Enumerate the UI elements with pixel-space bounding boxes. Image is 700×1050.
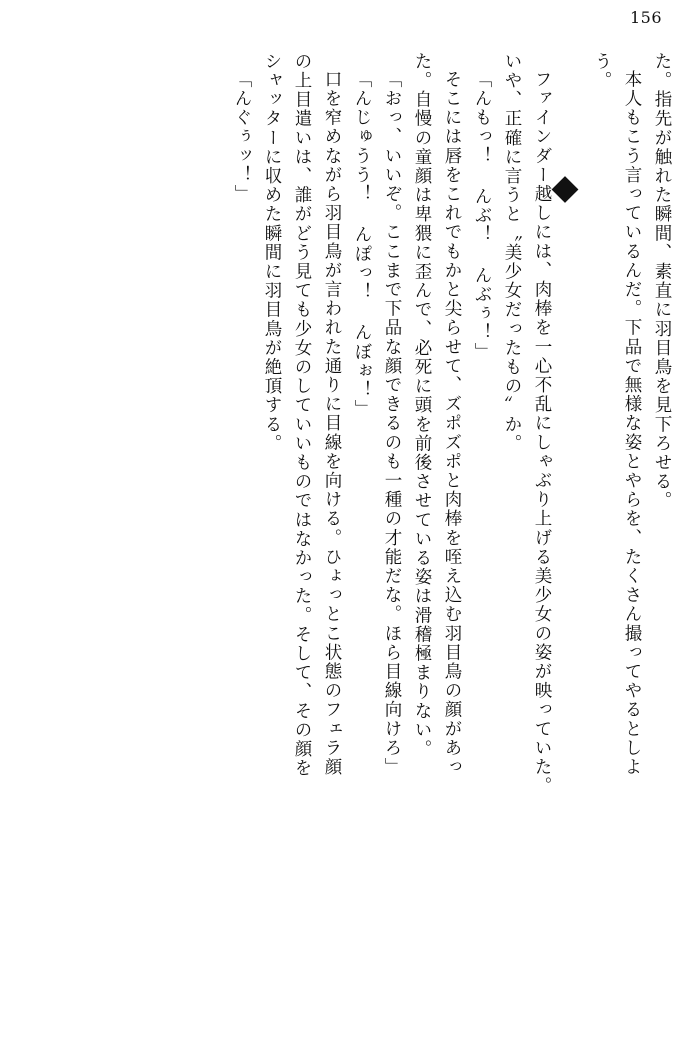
text-column: た。自慢の童顔は卑猥に歪んで、必死に頭を前後させている姿は滑稽極まりない。 (412, 52, 432, 759)
text-column: いや、正確に言うと〝美少女だったもの〟か。 (502, 52, 522, 454)
text-column: 「んじゅうう！ んぽっ！ んぼぉ！」 (352, 70, 372, 419)
text-column: シャッターに収めた瞬間に羽目鳥が絶頂する。 (262, 52, 282, 454)
text-column: た。指先が触れた瞬間、素直に羽目鳥を見下ろせる。 (652, 52, 672, 511)
text-column: 「おっ、いいぞ。ここまで下品な顔できるのも一種の才能だな。ほら目線向けろ」 (382, 70, 402, 777)
vertical-text-body (32, 52, 670, 1026)
text-column: う。 (592, 52, 612, 91)
section-divider (550, 52, 580, 1007)
text-column: そこには唇をこれでもかと尖らせて、ズポズポと肉棒を咥え込む羽目鳥の顔があっ (442, 70, 462, 777)
text-column: 「んもっ！ んぶ！ んぶぅ！」 (472, 70, 492, 362)
page-number: 156 (629, 8, 662, 27)
text-column: の上目遣いは、誰がどう見ても少女のしていいものではなかった。そして、その顔を (292, 52, 312, 778)
diamond-ornament-icon (552, 176, 579, 203)
text-column: ファインダー越しには、肉棒を一心不乱にしゃぶり上げる美少女の姿が映っていた。 (532, 70, 552, 796)
text-column: 本人もこう言っているんだ。下品で無様な姿とやらを、たくさん撮ってやるとしよ (622, 70, 642, 777)
text-column: 「んぐぅッ！」 (232, 70, 252, 204)
text-column: 口を窄めながら羽目鳥が言われた通りに目線を向ける。ひょっとこ状態のフェラ顔 (322, 70, 342, 777)
